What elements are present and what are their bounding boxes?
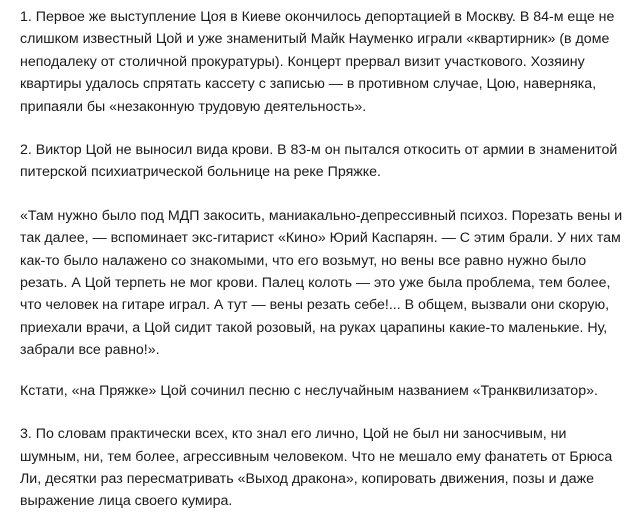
paragraph-fact-2: 2. Виктор Цой не выносил вида крови. В 83-м он пытался откосить от армии в знаменитой питерской психиатрической больнице на реке Пряжке. — [20, 142, 618, 181]
paragraph-spacer — [20, 402, 624, 423]
paragraph-fact-3: 3. По словам практически всех, кто знал его лично, Цой не был ни заносчивым, ни шумным, ни, тем более, агрессивным человеком. Что не мешало ему фанатеть от Брюса Ли, десятки раз пересматривать «Выход дракона», копировать движения, позы и даже выражение лица своего кумира. — [20, 426, 613, 510]
paragraph-spacer — [20, 184, 624, 205]
paragraph-spacer — [20, 118, 624, 139]
paragraph-fact-1: 1. Первое же выступление Цоя в Киеве окончилось депортацией в Москву. В 84-м еще не слишком известный Цой и уже знаменитый Майк Науменко играли «квартирник» (в доме неподалеку от столичной прокуратуры). Концерт прервал визит участкового. Хозяину квартиры удалось спрятать кассету с записью — в противном случае, Цою, наверняка, припаяли бы «незаконную трудовую деятельность». — [20, 9, 615, 115]
article-body — [20, 6, 624, 513]
paragraph-note: Кстати, «на Пряжке» Цой сочинил песню с неслучайным названием «Транквилизатор». — [20, 382, 598, 399]
paragraph-spacer — [20, 362, 624, 380]
paragraph-quote: «Там нужно было под МДП закосить, маниакально-депрессивный психоз. Порезать вены и так далее, — вспоминает экс-гитарист «Кино» Юрий Каспарян. — С этим брали. У них там как-то было налажено со знакомыми, что его возьмут, но вены все равно нужно было резать. А Цой терпеть не мог крови. Палец колоть — это уже была проблема, тем более, что человек на гитаре играл. А тут — вены резать себе!... В общем, вызвали они скорую, приехали врачи, а Цой сидит такой розовый, на руках царапины какие-то маленькие. Ну, забрали все равно!». — [20, 207, 623, 359]
